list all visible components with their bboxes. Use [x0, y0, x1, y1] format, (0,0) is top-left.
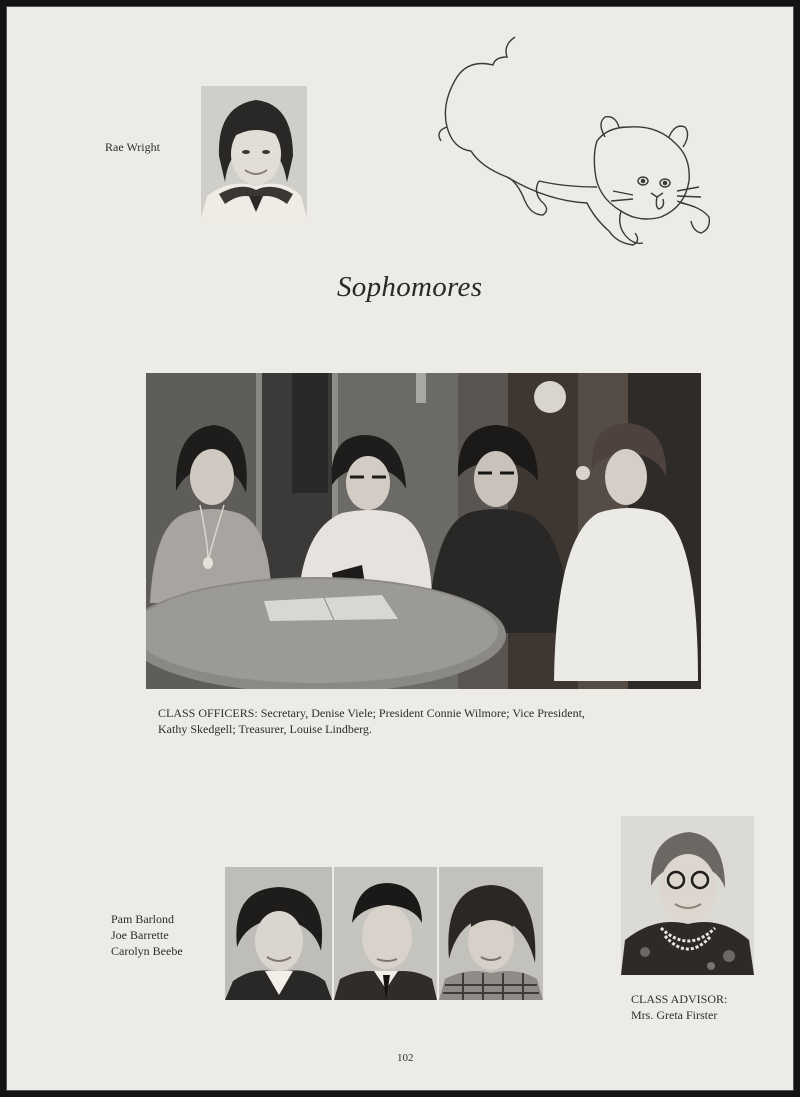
lion-cub-illustration	[437, 31, 717, 257]
student-name: Pam Barlond	[111, 912, 174, 926]
student-name: Carolyn Beebe	[111, 944, 183, 958]
portrait-photo-rae-wright	[201, 86, 307, 218]
student-photo-carolyn-beebe	[439, 867, 543, 1000]
advisor-name: Mrs. Greta Firster	[631, 1008, 718, 1022]
class-officers-group-photo	[146, 373, 701, 689]
group-photo-caption-line-1: CLASS OFFICERS: Secretary, Denise Viele; President Connie Wilmore; Vice President,	[158, 706, 585, 720]
section-title: Sophomores	[337, 271, 483, 303]
student-photo-joe-barrette	[334, 867, 437, 1000]
page-number: 102	[397, 1052, 414, 1064]
yearbook-page	[6, 6, 794, 1091]
portrait-name-rae-wright: Rae Wright	[105, 140, 160, 154]
student-name: Joe Barrette	[111, 928, 169, 942]
group-photo-caption-line-2: Kathy Skedgell; Treasurer, Louise Lindberg.	[158, 722, 372, 736]
student-photo-pam-barlond	[225, 867, 332, 1000]
advisor-portrait-photo	[621, 816, 754, 975]
advisor-label: CLASS ADVISOR:	[631, 992, 728, 1006]
